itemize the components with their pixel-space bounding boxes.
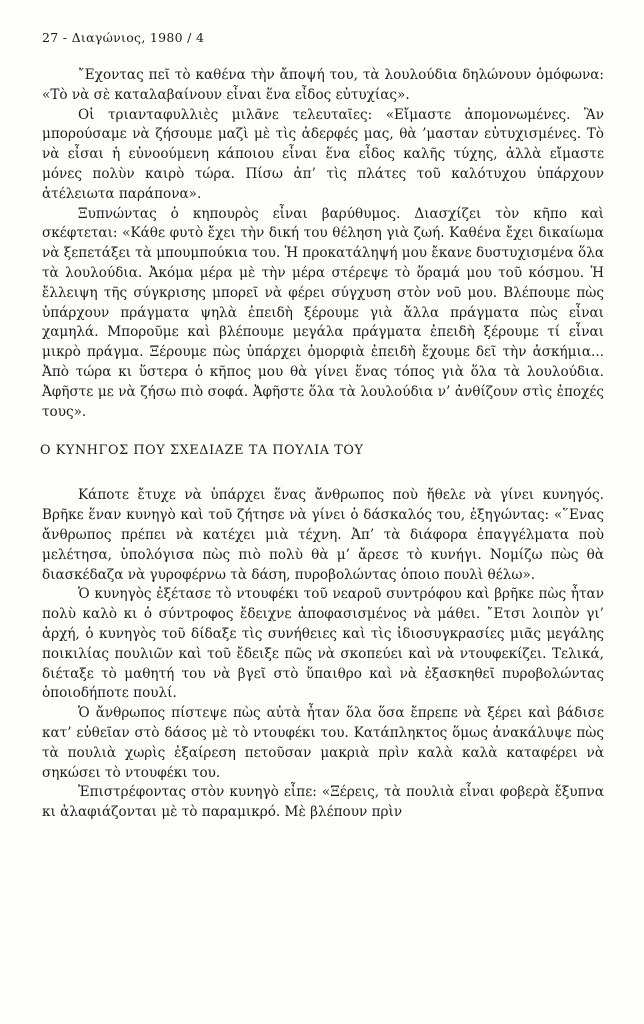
paragraph: Οἱ τριανταφυλλιὲς μιλᾶνε τελευταῖες: «Εἴμαστε ἀπομονωμένες. Ἂν μπορούσαμε νὰ ζήσουμε μαζὶ μὲ τὶς ἀδερφές μας, θὰ ’μασταν εὐτυχισμένες. Τὸ νὰ εἶσαι ἡ εὐνοούμενη κάποιου εἶναι ἕνα εἶδος καλῆς τύχης, ἀλλὰ εἴμαστε μόνες πολὺν καιρὸ τώρα. Πίσω ἀπ’ τὶς πλάτες τοῦ καλότυχου ὑπάρχουν ἀτέλειωτα παράπονα». xyxy=(42,106,604,202)
paragraph: Ἐπιστρέφοντας στὸν κυνηγὸ εἶπε: «Ξέρεις, τὰ πουλιὰ εἶναι φοβερὰ ἔξυπνα κι ἀλαφιάζονται μὲ τὸ παραμικρό. Μὲ βλέπουν πρὶν xyxy=(42,784,604,821)
paragraph: Ὁ ἄνθρωπος πίστεψε πὼς αὐτὰ ἦταν ὅλα ὅσα ἔπρεπε νὰ ξέρει καὶ βάδισε κατ’ εὐθεῖαν στὸ δάσος μὲ τὸ ντουφέκι του. Κατάπληκτος ὅμως ἀνακάλυψε πὼς τὰ πουλιὰ χωρὶς ἐξαίρεση πετοῦσαν μακριὰ πρὶν καλὰ καλὰ καταφέρει νὰ σηκώσει τὸ ντουφέκι του. xyxy=(42,705,604,781)
running-head: 27 - Διαγώνιος, 1980 / 4 xyxy=(42,30,205,45)
story-continuation xyxy=(42,66,604,422)
paragraph: ῎Εχοντας πεῖ τὸ καθένα τὴν ἄποψή του, τὰ λουλούδια δηλώνουν ὁμόφωνα: «Τὸ νὰ σὲ καταλαβαίνουν εἶναι ἕνα εἶδος εὐτυχίας». xyxy=(42,67,604,103)
paragraph: Κάποτε ἔτυχε νὰ ὑπάρχει ἕνας ἄνθρωπος ποὺ ἤθελε νὰ γίνει κυνηγός. Βρῆκε ἕναν κυνηγὸ καὶ τοῦ ζήτησε νὰ γίνει ὁ δάσκαλός του, ἐξηγώντας: «῞Ενας ἄνθρωπος πρέπει νὰ κατέχει μιὰ τέχνη. Ἀπ’ τὰ διάφορα ἐπαγγέλματα ποὺ μελέτησα, ὑπολόγισα πὼς πιὸ πολὺ θὰ μ’ ἄρεσε τὸ κυνήγι. Νομίζω πὼς θὰ διασκέδαζα νὰ γυροφέρνω τὰ δάση, πυροβολώντας ὁποιο πουλὶ θέλω». xyxy=(42,487,604,583)
section-title: Ο ΚΥΝΗΓΟΣ ΠΟΥ ΣΧΕΔΙΑΖΕ ΤΑ ΠΟΥΛΙΑ ΤΟΥ xyxy=(40,443,364,459)
story-hunter xyxy=(42,486,604,823)
paragraph: Ξυπνώντας ὁ κηπουρὸς εἶναι βαρύθυμος. Διασχίζει τὸν κῆπο καὶ σκέφτεται: «Κάθε φυτὸ ἔχει τὴν δική του θέληση γιὰ ζωή. Καθένα ἔχει δικαίωμα νὰ ξεπετάξει τὰ μπουμπούκια του. Ἡ προκατάληψή μου ἔκανε δυστυχισμένα ὅλα τὰ λουλούδια. Ἀκόμα μέρα μὲ τὴν μέρα στέρεψε τὸ ὅραμά μου τοῦ κόσμου. Ἡ ἔλλειψη τῆς σύγκρισης μπορεῖ νὰ φέρει σύγχυση στὸν νοῦ μου. Βλέπουμε πὼς ὑπάρχουν πράγματα ψηλὰ ἐπειδὴ ξέρουμε γιὰ ἄλλα πράγματα πὼς εἶναι χαμηλά. Μποροῦμε καὶ βλέπουμε μεγάλα πράγματα ἐπειδὴ ξέρουμε τί εἶναι μικρὸ πράγμα. Ξέρουμε πὼς ὑπάρχει ὀμορφιὰ ἐπειδὴ ἔχουμε δεῖ τὴν ἀσκήμια... Ἀπὸ τώρα κι ὕστερα ὁ κῆπος μου θὰ γίνει ἕνας τόπος γιὰ ὅλα τὰ λουλούδια. Ἀφῆστε με νὰ ζήσω πιὸ σοφά. Ἀφῆστε ὅλα τὰ λουλούδια ν’ ἀνθίζουν στὶς ἐποχές τους». xyxy=(42,205,604,420)
paragraph: Ὁ κυνηγὸς ἐξέτασε τὸ ντουφέκι τοῦ νεαροῦ συντρόφου καὶ βρῆκε πὼς ἦταν πολὺ καλὸ κι ὁ σύντροφος ἔδειχνε ἀποφασισμένος νὰ μάθει. ῎Ετσι λοιπὸν γι’ ἀρχή, ὁ κυνηγὸς τοῦ δίδαξε τὶς συνήθειες καὶ τὶς ἰδιοσυγκρασίες μιᾶς μεγάλης ποικιλίας πουλιῶν καὶ τοῦ ἔδειξε πῶς νὰ σκοπεύει καὶ νὰ ντουφεκίζει. Τελικά, διέταξε τὸ μαθητή του νὰ βγεῖ στὸ ὕπαιθρο καὶ νὰ ἐξασκηθεῖ πυροβολώντας ὁποιοδήποτε πουλί. xyxy=(42,586,604,702)
